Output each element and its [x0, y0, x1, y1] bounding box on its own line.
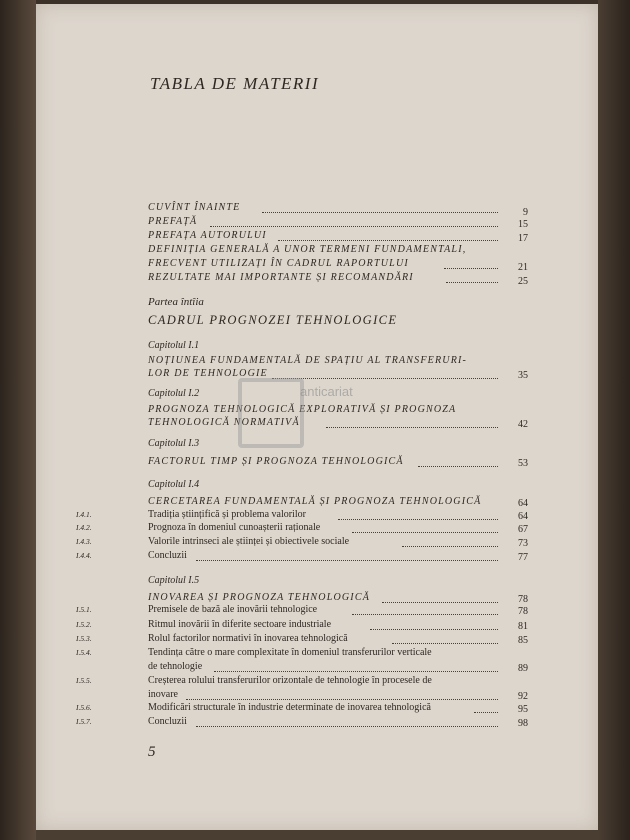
- section-title-line2: inovare: [148, 689, 178, 700]
- section-number: I.4.3.: [76, 537, 92, 546]
- leader-dots: [196, 560, 498, 561]
- section-title: Premisele de bază ale inovării tehnologice: [148, 604, 318, 615]
- chapter-label: Capitolul I.3: [148, 438, 200, 449]
- section-number: I.5.6.: [76, 703, 92, 712]
- chapter-title-line1: PROGNOZA TEHNOLOGICĂ EXPLORATIVĂ ȘI PROGNOZA: [148, 404, 457, 415]
- leader-dots: [338, 519, 498, 520]
- chapter-label: Capitolul I.2: [148, 388, 200, 399]
- page-number: 5: [148, 744, 156, 760]
- toc-page-number: 64: [518, 498, 528, 509]
- leader-dots: [262, 212, 498, 213]
- section-title: Modificări structurale în industrie determinate de inovarea tehnologică: [148, 702, 431, 713]
- toc-page-number: 35: [518, 370, 528, 381]
- watermark-text: anticariat: [300, 384, 353, 399]
- part-label: Partea întîia: [148, 296, 204, 308]
- toc-page-number: 98: [518, 718, 528, 729]
- toc-page-number: 53: [518, 458, 528, 469]
- section-number: I.4.1.: [76, 510, 92, 519]
- section-title: Tradiția științifică și problema valorilor: [148, 509, 306, 520]
- leader-dots: [278, 240, 498, 241]
- toc-page-number: 77: [518, 552, 528, 563]
- section-title: Concluzii: [148, 716, 187, 727]
- section-title: Concluzii: [148, 550, 187, 561]
- chapter-label: Capitolul I.1: [148, 340, 200, 351]
- section-number: I.5.2.: [76, 620, 92, 629]
- section-title: Prognoza în domeniul cunoașterii raționale: [148, 522, 321, 533]
- toc-page-number: 17: [518, 233, 528, 244]
- leader-dots: [370, 629, 498, 630]
- toc-entry-definitia-line1: DEFINIȚIA GENERALĂ A UNOR TERMENI FUNDAMENTALI,: [148, 244, 467, 255]
- chapter-title-line1: NOȚIUNEA FUNDAMENTALĂ DE SPAȚIU AL TRANSFERURI-: [148, 355, 468, 366]
- toc-page-number: 64: [518, 511, 528, 522]
- leader-dots: [186, 699, 498, 700]
- section-title-line1: Tendința către o mare complexitate în domeniul transferurilor verticale: [148, 647, 432, 658]
- toc-page-number: 42: [518, 419, 528, 430]
- toc-page-number: 78: [518, 606, 528, 617]
- toc-entry-rezultate: REZULTATE MAI IMPORTANTE ȘI RECOMANDĂRI: [148, 272, 414, 283]
- leader-dots: [402, 546, 498, 547]
- toc-page-number: 89: [518, 663, 528, 674]
- section-title: Rolul factorilor normativi în inovarea tehnologică: [148, 633, 348, 644]
- leader-dots: [196, 726, 498, 727]
- toc-entry-definitia-line2: FRECVENT UTILIZAȚI ÎN CADRUL RAPORTULUI: [148, 258, 409, 269]
- leader-dots: [382, 602, 498, 603]
- leader-dots: [418, 466, 498, 467]
- section-number: I.4.2.: [76, 523, 92, 532]
- leader-dots: [392, 643, 498, 644]
- leader-dots: [214, 671, 498, 672]
- chapter-title-line1: FACTORUL TIMP ȘI PROGNOZA TEHNOLOGICĂ: [148, 456, 404, 467]
- toc-page-number: 85: [518, 635, 528, 646]
- book-spine-edge: [0, 0, 36, 840]
- section-number: I.5.5.: [76, 676, 92, 685]
- toc-page-number: 15: [518, 219, 528, 230]
- leader-dots: [210, 226, 498, 227]
- leader-dots: [326, 427, 498, 428]
- leader-dots: [446, 282, 498, 283]
- section-title: Ritmul inovării în diferite sectoare industriale: [148, 619, 332, 630]
- toc-entry-prefata: PREFAȚĂ: [148, 216, 198, 227]
- chapter-label: Capitolul I.4: [148, 479, 200, 490]
- leader-dots: [352, 532, 498, 533]
- chapter-title-line2: LOR DE TEHNOLOGIE: [148, 368, 268, 379]
- page-title: TABLA DE MATERII: [150, 74, 320, 93]
- section-number: I.4.4.: [76, 551, 92, 560]
- section-number: I.5.4.: [76, 648, 92, 657]
- toc-page-number: 73: [518, 538, 528, 549]
- toc-page-number: 9: [523, 207, 528, 218]
- toc-page-number: 92: [518, 691, 528, 702]
- section-title-line2: de tehnologie: [148, 661, 203, 672]
- leader-dots: [444, 268, 498, 269]
- part-title: CADRUL PROGNOZEI TEHNOLOGICE: [148, 313, 398, 327]
- chapter-title-line2: TEHNOLOGICĂ NORMATIVĂ: [148, 417, 300, 428]
- leader-dots: [272, 378, 498, 379]
- section-number: I.5.1.: [76, 605, 92, 614]
- chapter-label: Capitolul I.5: [148, 575, 200, 586]
- section-number: I.5.3.: [76, 634, 92, 643]
- toc-page-number: 21: [518, 262, 528, 273]
- section-number: I.5.7.: [76, 717, 92, 726]
- chapter-title-line1: INOVAREA ȘI PROGNOZA TEHNOLOGICĂ: [148, 592, 371, 603]
- leader-dots: [352, 614, 498, 615]
- toc-page-number: 25: [518, 276, 528, 287]
- toc-page-number: 67: [518, 524, 528, 535]
- watermark-logo: [238, 378, 304, 448]
- toc-entry-cuvint: CUVÎNT ÎNAINTE: [148, 202, 241, 213]
- chapter-title-line1: CERCETAREA FUNDAMENTALĂ ȘI PROGNOZA TEHNOLOGICĂ: [148, 496, 482, 507]
- toc-page-number: 78: [518, 594, 528, 605]
- section-title-line1: Creșterea rolului transferurilor orizontale de tehnologie în procesele de: [148, 675, 432, 686]
- book-right-edge: [598, 0, 630, 840]
- toc-entry-prefata-autorului: PREFAȚA AUTORULUI: [148, 230, 267, 241]
- toc-page-number: 95: [518, 704, 528, 715]
- section-title: Valorile intrinseci ale științei și obiectivele sociale: [148, 536, 350, 547]
- leader-dots: [474, 712, 498, 713]
- toc-page-number: 81: [518, 621, 528, 632]
